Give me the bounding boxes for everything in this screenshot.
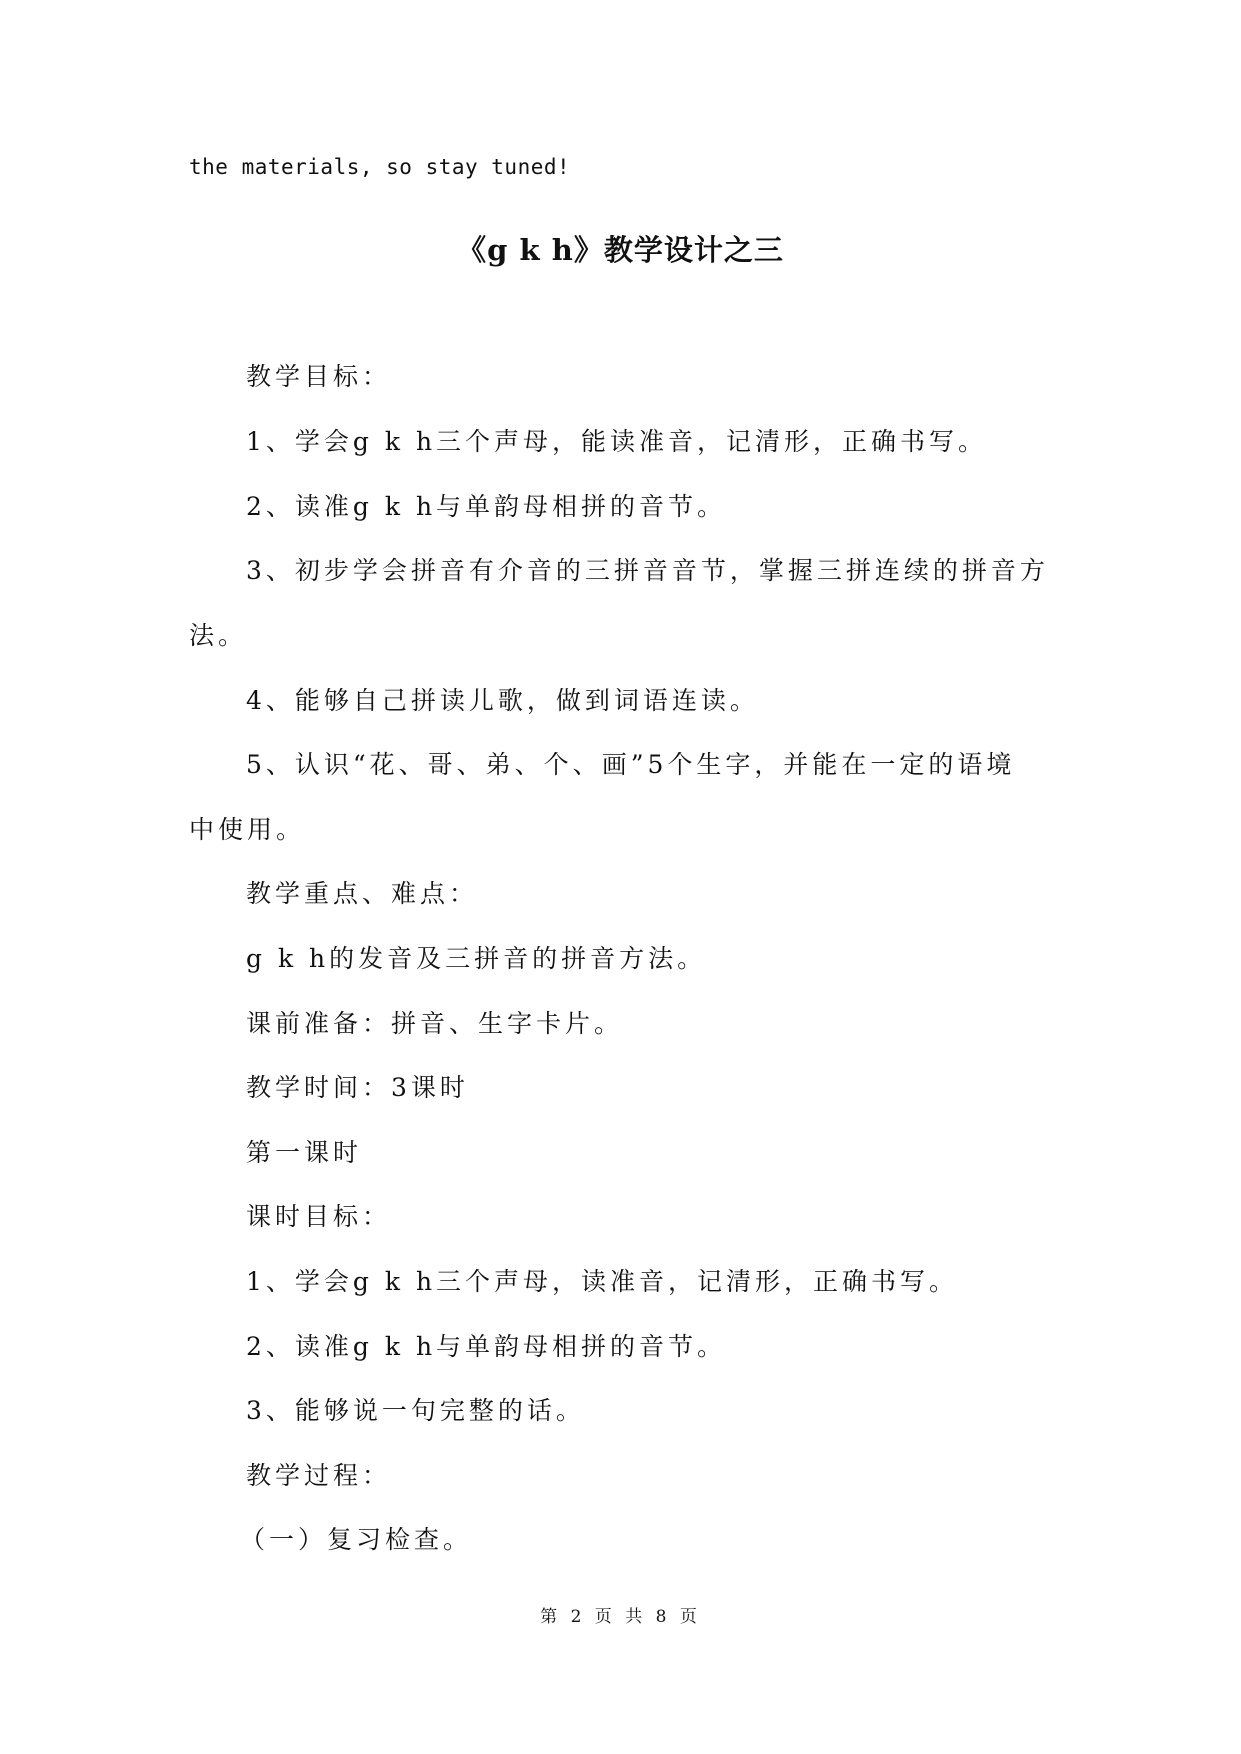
page-number: 第 2 页 共 8 页 <box>540 1607 701 1627</box>
duration: 教学时间：3课时 <box>246 1073 469 1102</box>
objective-5-line1: 5、认识“花、哥、弟、个、画”5个生字，并能在一定的语境 <box>246 750 1016 779</box>
objective-3-line2: 法。 <box>189 621 248 650</box>
objective-4: 4、能够自己拼读儿歌，做到词语连读。 <box>246 686 759 715</box>
preparation: 课前准备：拼音、生字卡片。 <box>246 1009 624 1038</box>
process-step-1: （一）复习检查。 <box>240 1525 473 1554</box>
intro-text: the materials, so stay tuned! <box>189 155 571 179</box>
lesson-one: 第一课时 <box>246 1138 363 1167</box>
objective-3-line1: 3、初步学会拼音有介音的三拼音音节，掌握三拼连续的拼音方 <box>246 556 1049 585</box>
objective-2: 2、读准g k h与单韵母相拼的音节。 <box>246 492 727 521</box>
key-points: g k h的发音及三拼音的拼音方法。 <box>246 944 707 973</box>
objective-5-line2: 中使用。 <box>189 815 306 844</box>
lesson-goal-1: 1、学会g k h三个声母，读准音，记清形，正确书写。 <box>246 1267 959 1296</box>
document-title: 《g k h》教学设计之三 <box>457 233 784 267</box>
lesson-goal-2: 2、读准g k h与单韵母相拼的音节。 <box>246 1332 727 1361</box>
lesson-goals-heading: 课时目标： <box>246 1202 392 1231</box>
objective-1: 1、学会g k h三个声母，能读准音，记清形，正确书写。 <box>246 427 988 456</box>
lesson-goal-3: 3、能够说一句完整的话。 <box>246 1396 585 1425</box>
process-heading: 教学过程： <box>246 1461 392 1490</box>
key-points-heading: 教学重点、难点： <box>246 879 479 908</box>
objectives-heading: 教学目标： <box>246 362 392 391</box>
